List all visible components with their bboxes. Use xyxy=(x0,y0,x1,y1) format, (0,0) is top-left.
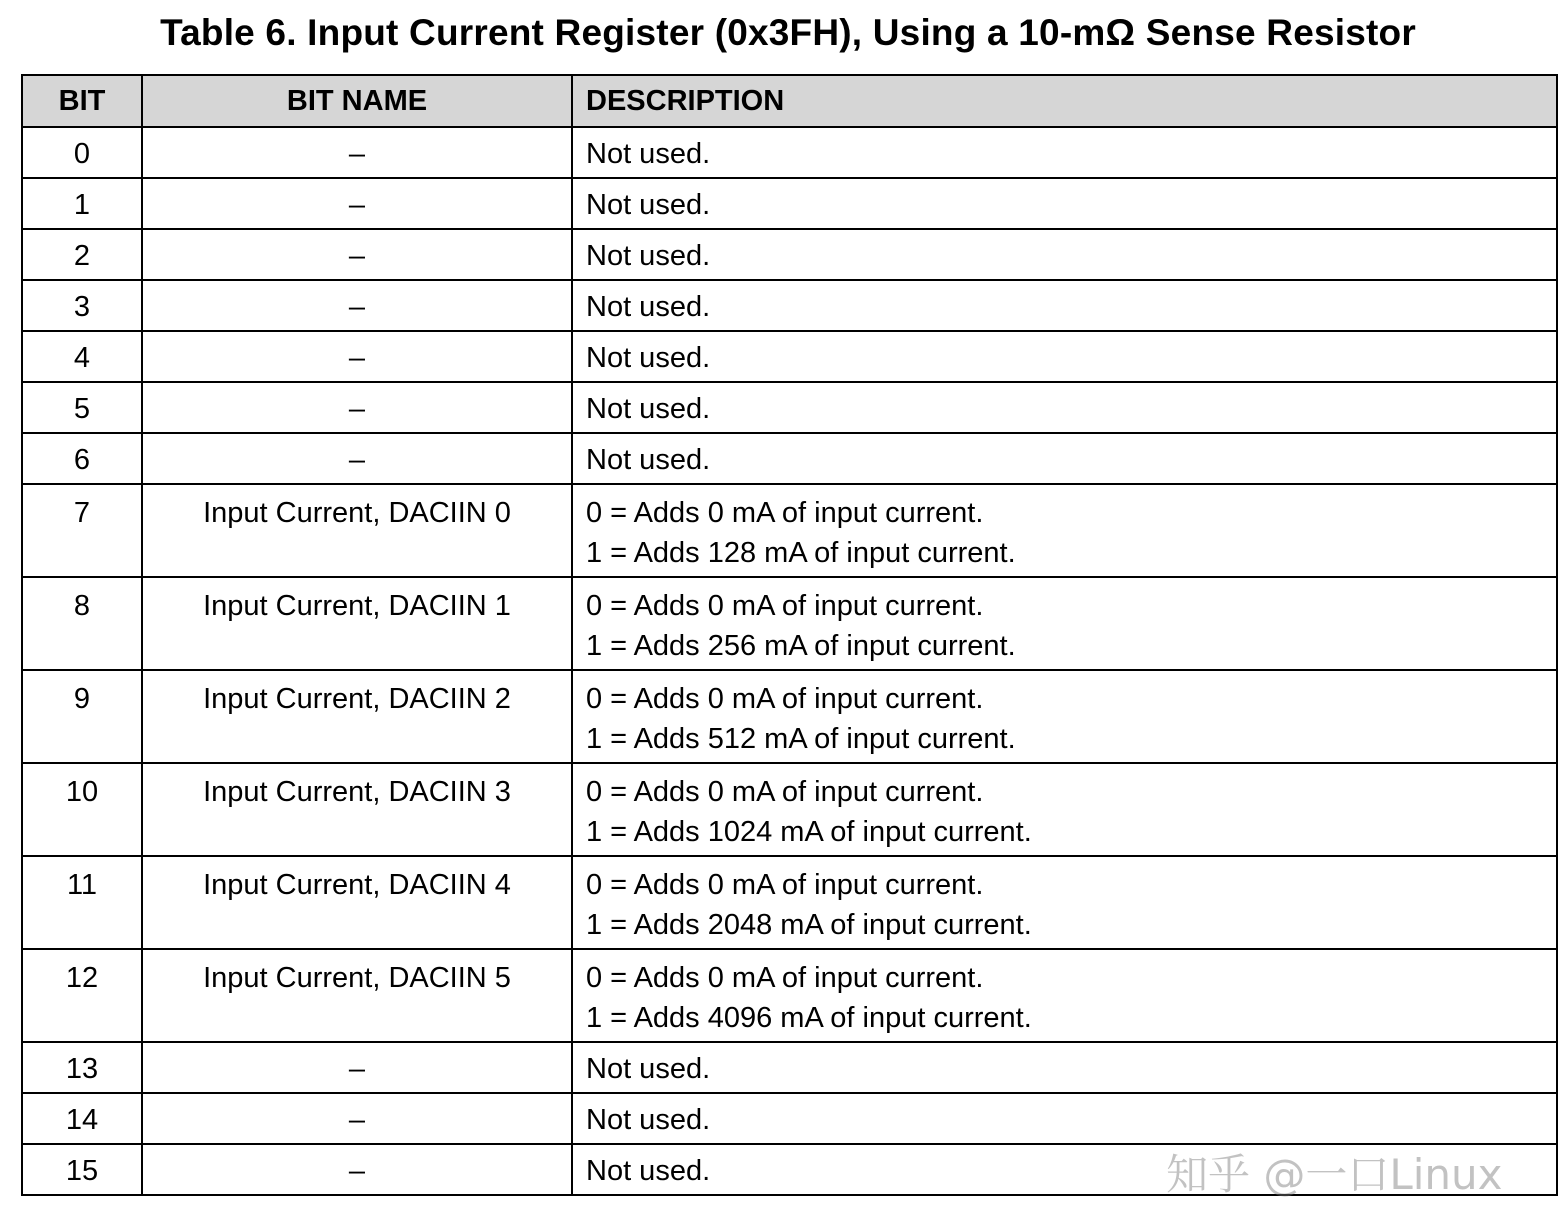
description-line: Not used. xyxy=(586,240,711,272)
description-cell xyxy=(572,949,1557,1042)
description-line: Not used. xyxy=(586,291,711,323)
bit-cell: 0 xyxy=(22,127,142,178)
description-line: Not used. xyxy=(586,1104,711,1136)
bit-name-cell: – xyxy=(142,280,572,331)
description-line: 0 = Adds 0 mA of input current. xyxy=(586,869,984,901)
table-header-row xyxy=(22,75,1557,127)
bit-name-cell: – xyxy=(142,331,572,382)
description-line: 0 = Adds 0 mA of input current. xyxy=(586,962,984,994)
description-cell xyxy=(572,382,1557,433)
table-row xyxy=(22,1042,1557,1093)
description-cell xyxy=(572,229,1557,280)
table-body xyxy=(22,127,1557,1195)
description-line: 0 = Adds 0 mA of input current. xyxy=(586,776,984,808)
description-cell xyxy=(572,484,1557,577)
bit-cell: 14 xyxy=(22,1093,142,1144)
description-line: 0 = Adds 0 mA of input current. xyxy=(586,497,984,529)
bit-cell: 8 xyxy=(22,577,142,670)
table-row xyxy=(22,178,1557,229)
register-table xyxy=(21,74,1558,1196)
bit-name-cell: Input Current, DACIIN 4 xyxy=(142,856,572,949)
bit-cell: 12 xyxy=(22,949,142,1042)
description-line: 1 = Adds 512 mA of input current. xyxy=(586,723,1016,755)
description-line: 0 = Adds 0 mA of input current. xyxy=(586,683,984,715)
bit-cell: 6 xyxy=(22,433,142,484)
description-cell xyxy=(572,1093,1557,1144)
description-line: 1 = Adds 2048 mA of input current. xyxy=(586,909,1032,941)
table-row xyxy=(22,229,1557,280)
description-line: 1 = Adds 128 mA of input current. xyxy=(586,537,1016,569)
bit-cell: 4 xyxy=(22,331,142,382)
description-line: Not used. xyxy=(586,189,711,221)
watermark: 知乎 @一口Linux xyxy=(1166,1150,1503,1199)
description-line: Not used. xyxy=(586,1053,711,1085)
bit-cell: 10 xyxy=(22,763,142,856)
description-line: 0 = Adds 0 mA of input current. xyxy=(586,590,984,622)
bit-name-cell: – xyxy=(142,178,572,229)
bit-name-cell: Input Current, DACIIN 1 xyxy=(142,577,572,670)
table-title: Table 6. Input Current Register (0x3FH), Using a 10-mΩ Sense Resistor xyxy=(160,12,1416,53)
description-cell xyxy=(572,856,1557,949)
table-row xyxy=(22,127,1557,178)
table-row xyxy=(22,1093,1557,1144)
bit-name-cell: Input Current, DACIIN 2 xyxy=(142,670,572,763)
bit-cell: 9 xyxy=(22,670,142,763)
bit-name-cell: – xyxy=(142,127,572,178)
bit-name-cell: Input Current, DACIIN 0 xyxy=(142,484,572,577)
description-cell xyxy=(572,280,1557,331)
description-line: Not used. xyxy=(586,393,711,425)
bit-cell: 1 xyxy=(22,178,142,229)
table-row xyxy=(22,949,1557,1042)
column-header-bit: BIT xyxy=(22,75,142,127)
table-row xyxy=(22,280,1557,331)
bit-cell: 7 xyxy=(22,484,142,577)
table-row xyxy=(22,331,1557,382)
table-row xyxy=(22,856,1557,949)
description-cell xyxy=(572,577,1557,670)
bit-name-cell: – xyxy=(142,229,572,280)
bit-name-cell: – xyxy=(142,1093,572,1144)
table-row xyxy=(22,670,1557,763)
description-line: 1 = Adds 256 mA of input current. xyxy=(586,630,1016,662)
description-line: Not used. xyxy=(586,444,711,476)
bit-cell: 11 xyxy=(22,856,142,949)
bit-name-cell: – xyxy=(142,382,572,433)
bit-cell: 15 xyxy=(22,1144,142,1195)
description-cell xyxy=(572,1042,1557,1093)
bit-name-cell: Input Current, DACIIN 5 xyxy=(142,949,572,1042)
description-cell xyxy=(572,178,1557,229)
table-row xyxy=(22,484,1557,577)
description-line: Not used. xyxy=(586,138,711,170)
bit-cell: 13 xyxy=(22,1042,142,1093)
column-header-description: DESCRIPTION xyxy=(572,75,1557,127)
description-cell xyxy=(572,433,1557,484)
bit-name-cell: – xyxy=(142,1144,572,1195)
description-cell xyxy=(572,763,1557,856)
bit-name-cell: – xyxy=(142,433,572,484)
table-row xyxy=(22,382,1557,433)
bit-name-cell: Input Current, DACIIN 3 xyxy=(142,763,572,856)
description-line: Not used. xyxy=(586,342,711,374)
bit-cell: 5 xyxy=(22,382,142,433)
description-cell xyxy=(572,331,1557,382)
table-row xyxy=(22,433,1557,484)
description-line: 1 = Adds 1024 mA of input current. xyxy=(586,816,1032,848)
description-cell xyxy=(572,670,1557,763)
table-row xyxy=(22,763,1557,856)
bit-cell: 3 xyxy=(22,280,142,331)
description-line: 1 = Adds 4096 mA of input current. xyxy=(586,1002,1032,1034)
description-cell xyxy=(572,127,1557,178)
description-line: Not used. xyxy=(586,1155,711,1187)
column-header-bit-name: BIT NAME xyxy=(142,75,572,127)
bit-cell: 2 xyxy=(22,229,142,280)
bit-name-cell: – xyxy=(142,1042,572,1093)
table-row xyxy=(22,577,1557,670)
